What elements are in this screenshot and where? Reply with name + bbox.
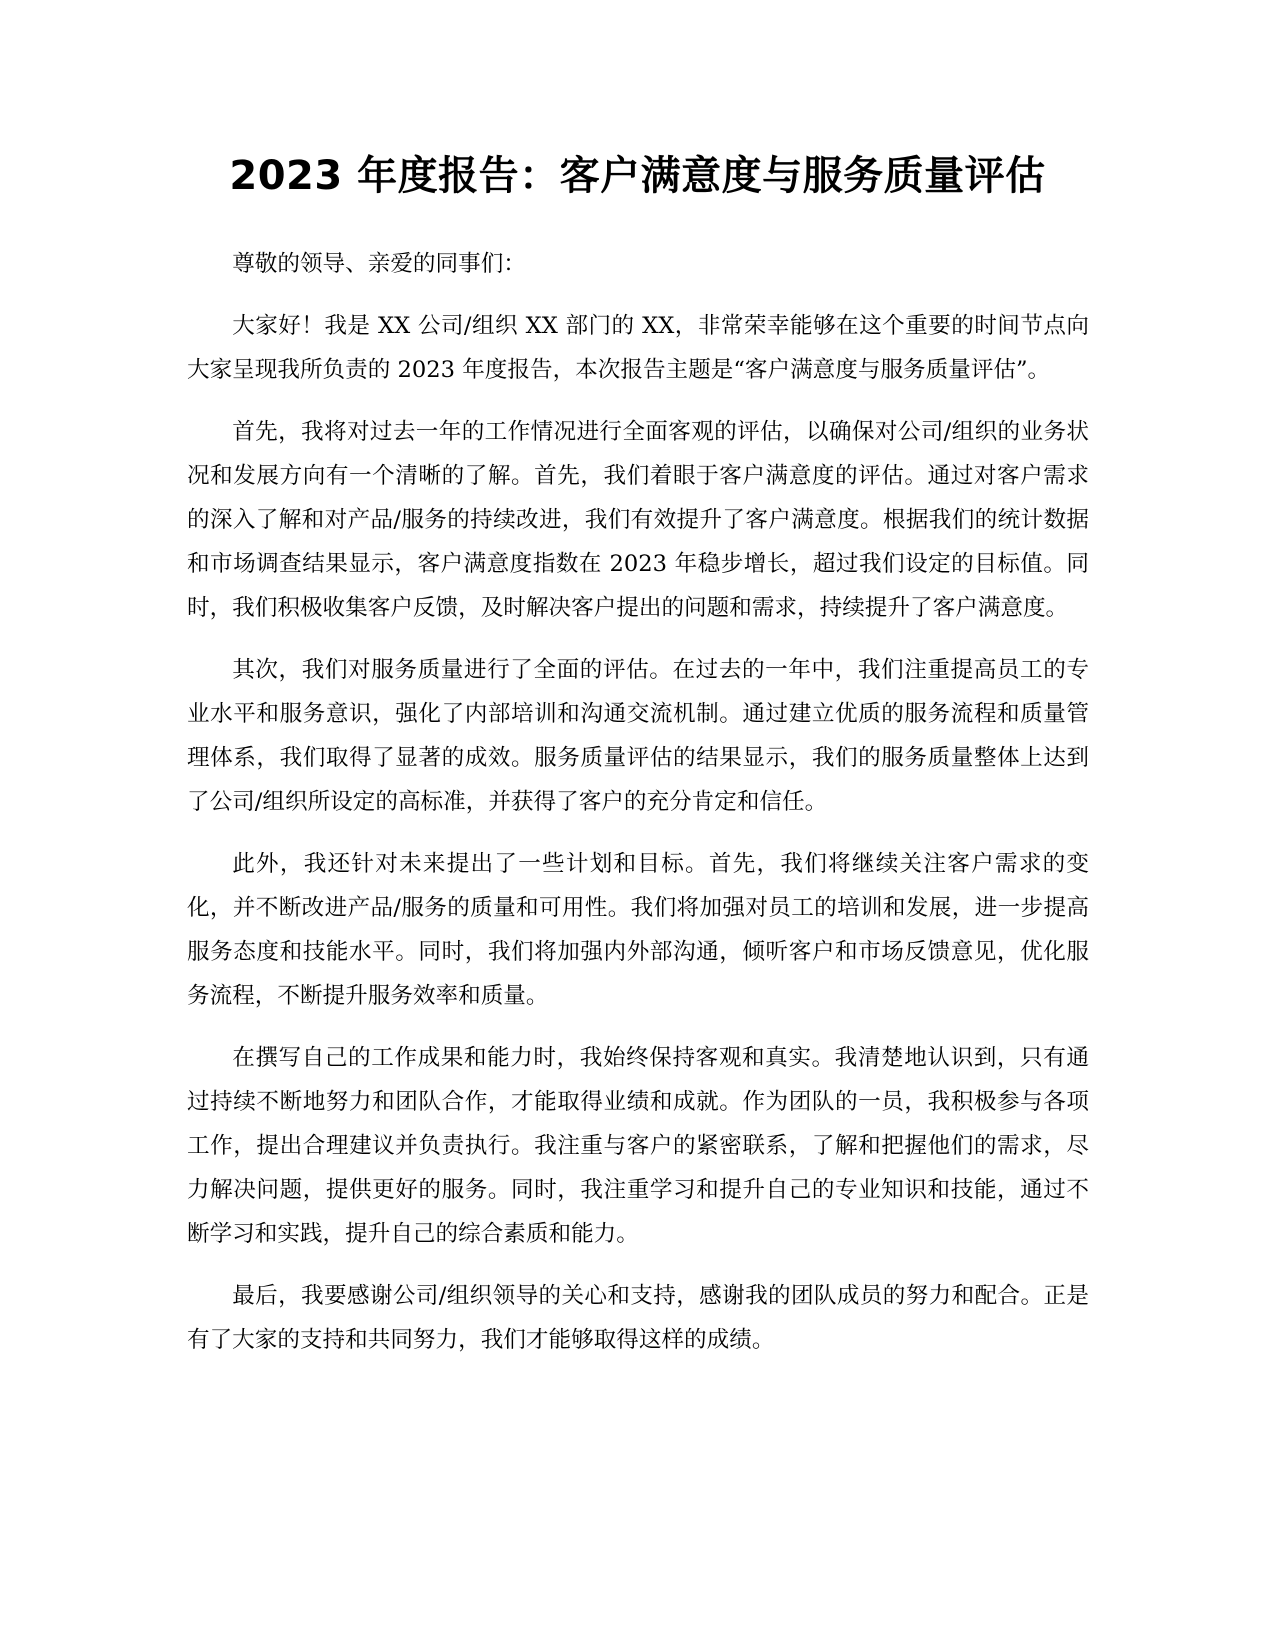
future-plans-paragraph: 此外，我还针对未来提出了一些计划和目标。首先，我们将继续关注客户需求的变化，并不断改进产品/服务的质量和可用性。我们将加强对员工的培训和发展，进一步提高服务态度和技能水平。同时，我们将加强内外部沟通，倾听客户和市场反馈意见，优化服务流程，不断提升服务效率和质量。 [187,851,1089,1009]
customer-satisfaction-paragraph: 首先，我将对过去一年的工作情况进行全面客观的评估，以确保对公司/组织的业务状况和发展方向有一个清晰的了解。首先，我们着眼于客户满意度的评估。通过对客户需求的深入了解和对产品/服务的持续改进，我们有效提升了客户满意度。根据我们的统计数据和市场调查结果显示，客户满意度指数在 2023 年稳步增长，超过我们设定的目标值。同时，我们积极收集客户反馈，及时解决客户提出的问题和需求，持续提升了客户满意度。 [187,419,1089,621]
personal-reflection-paragraph: 在撰写自己的工作成果和能力时，我始终保持客观和真实。我清楚地认识到，只有通过持续不断地努力和团队合作，才能取得业绩和成就。作为团队的一员，我积极参与各项工作，提出合理建议并负责执行。我注重与客户的紧密联系，了解和把握他们的需求，尽力解决问题，提供更好的服务。同时，我注重学习和提升自己的专业知识和技能，通过不断学习和实践，提升自己的综合素质和能力。 [187,1045,1089,1247]
closing-paragraph: 最后，我要感谢公司/组织领导的关心和支持，感谢我的团队成员的努力和配合。正是有了大家的支持和共同努力，我们才能够取得这样的成绩。 [187,1283,1089,1353]
intro-paragraph: 大家好！我是 XX 公司/组织 XX 部门的 XX，非常荣幸能够在这个重要的时间节点向大家呈现我所负责的 2023 年度报告，本次报告主题是“客户满意度与服务质量评估”。 [187,313,1089,383]
document-title: 2023 年度报告：客户满意度与服务质量评估 [229,153,1046,199]
service-quality-paragraph: 其次，我们对服务质量进行了全面的评估。在过去的一年中，我们注重提高员工的专业水平和服务意识，强化了内部培训和沟通交流机制。通过建立优质的服务流程和质量管理体系，我们取得了显著的成效。服务质量评估的结果显示，我们的服务质量整体上达到了公司/组织所设定的高标准，并获得了客户的充分肯定和信任。 [187,657,1089,815]
document-body [187,242,1089,1380]
salutation-paragraph: 尊敬的领导、亲爱的同事们： [232,251,526,277]
